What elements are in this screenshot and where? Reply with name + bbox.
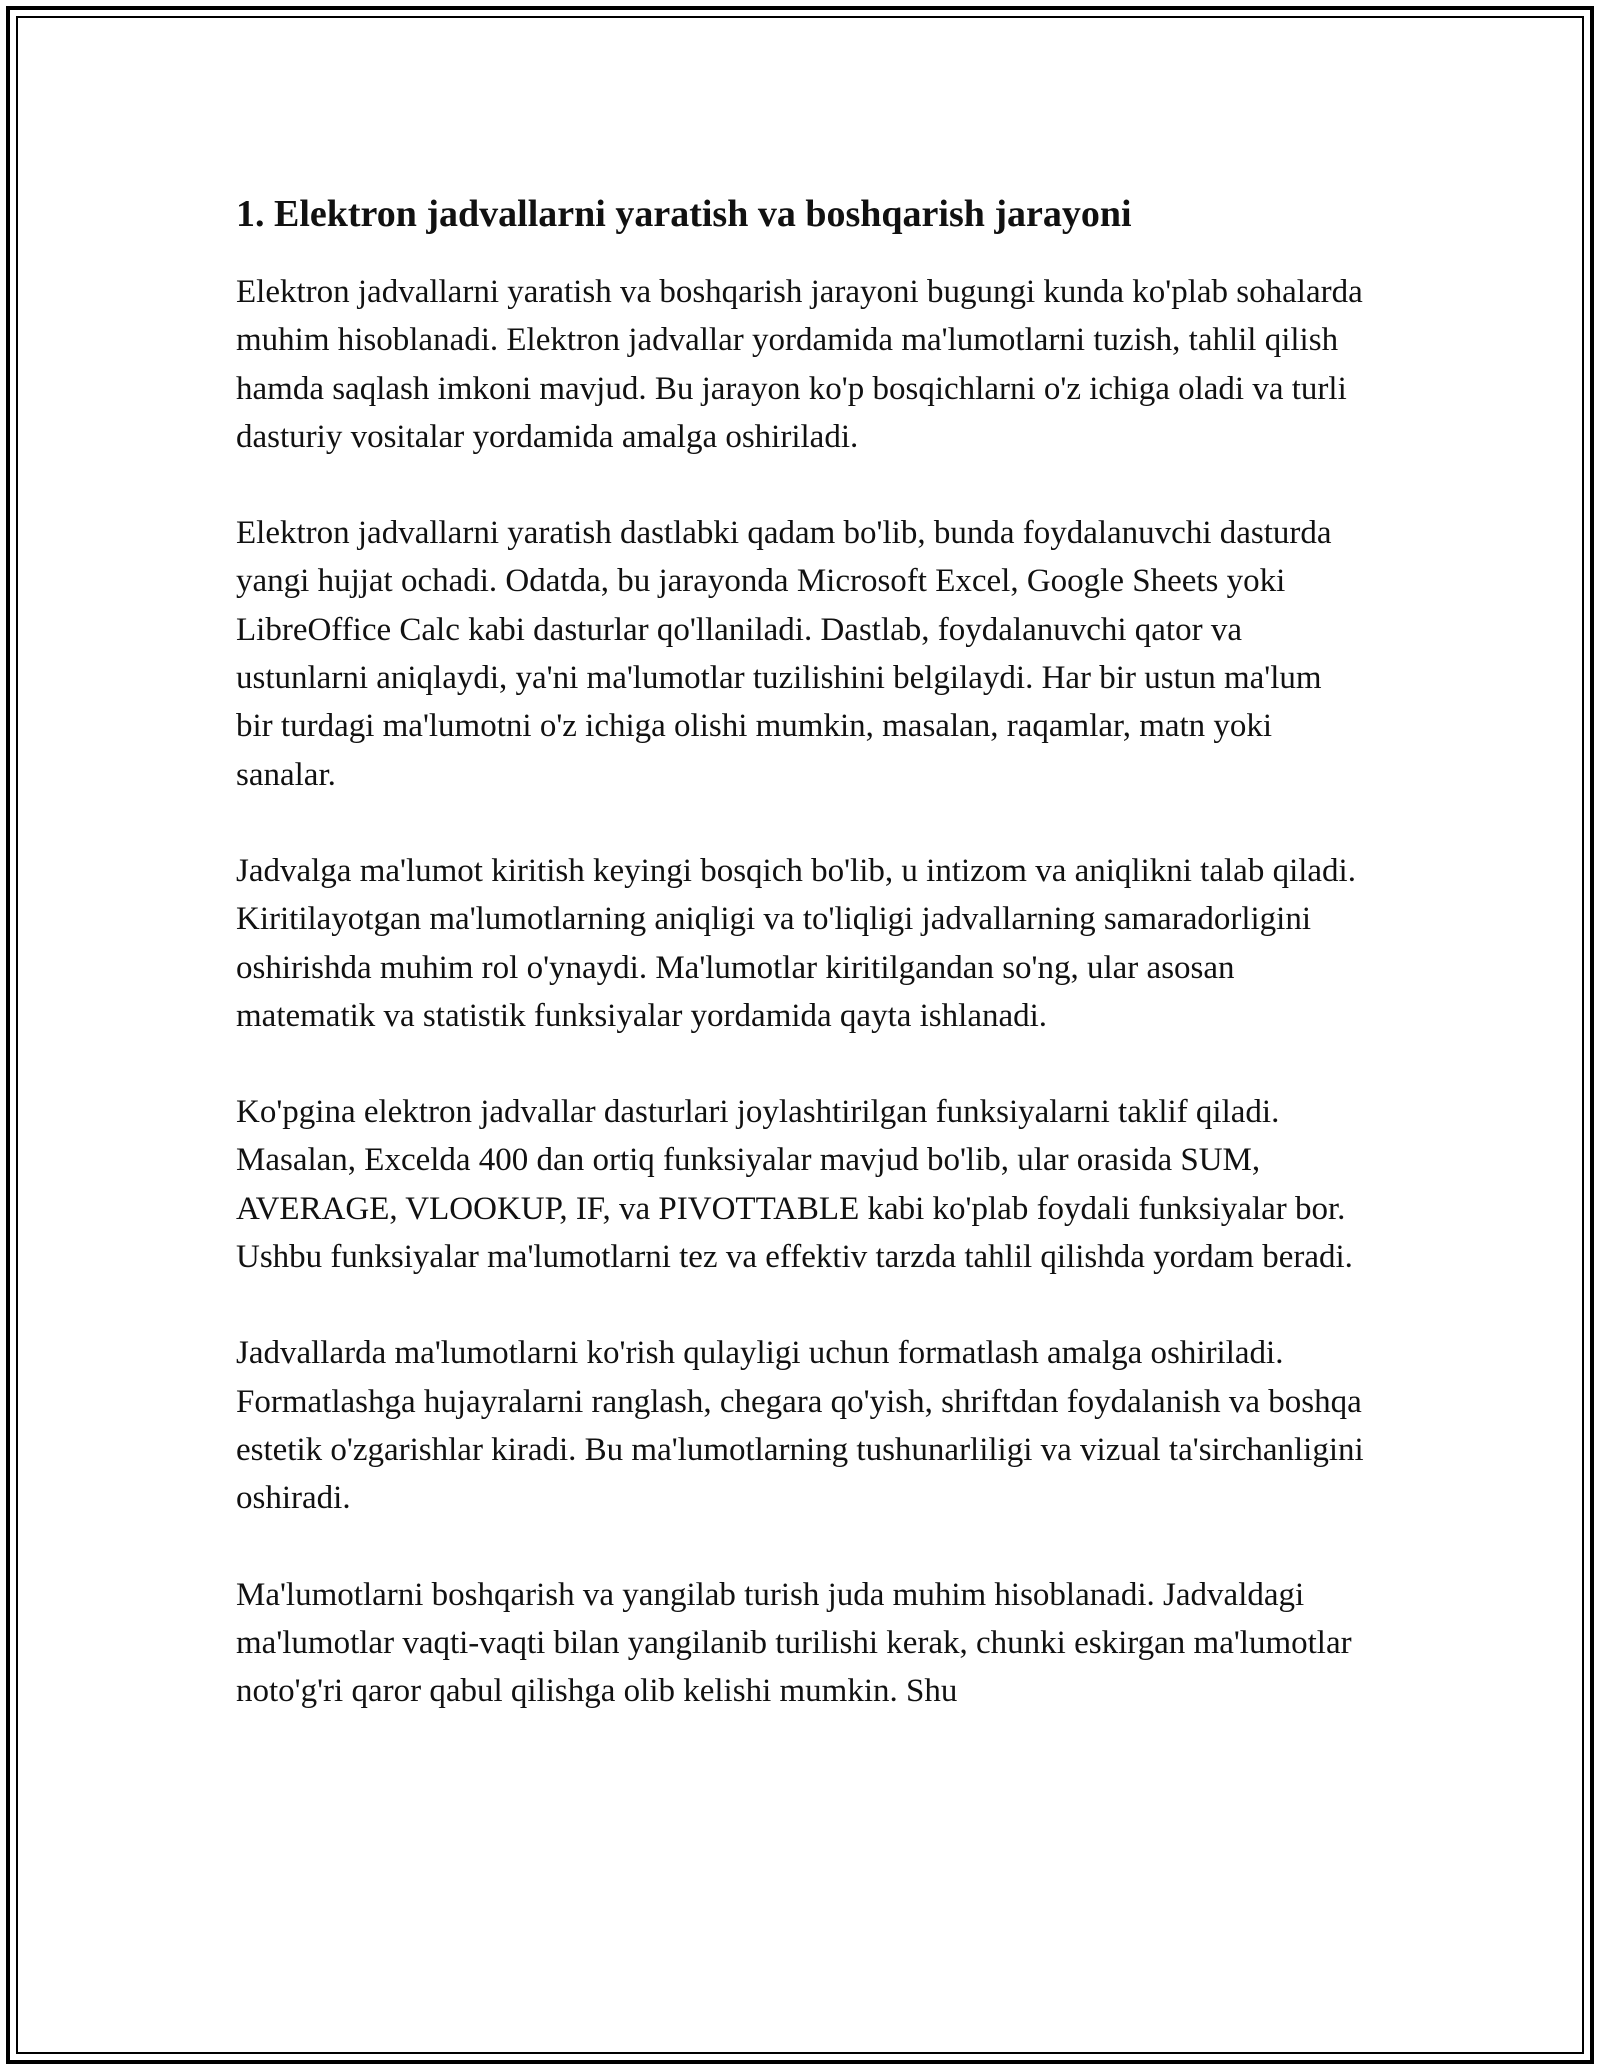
document-body bbox=[236, 186, 1366, 1763]
paragraph-management: Ma'lumotlarni boshqarish va yangilab turish juda muhim hisoblanadi. Jadvaldagi ma'lumotlar vaqti-vaqti bilan yangilanib turilishi kerak, chunki eskirgan ma'lumotlar noto'g'ri qaror qabul qilishga olib kelishi mumkin. Shu bbox=[236, 1576, 1352, 1710]
paragraph-data-entry: Jadvalga ma'lumot kiritish keyingi bosqich bo'lib, u intizom va aniqlikni talab qiladi. Kiritilayotgan ma'lumotlarning aniqligi va to'liqligi jadvallarning samaradorligini oshirishda muhim rol o'ynaydi. Ma'lumotlar kiritilgandan so'ng, ular asosan matematik va statistik funksiyalar yordamida qayta ishlanadi. bbox=[236, 852, 1356, 1034]
paragraph-functions: Ko'pgina elektron jadvallar dasturlari joylashtirilgan funksiyalarni taklif qiladi. Masalan, Excelda 400 dan ortiq funksiyalar mavjud bo'lib, ular orasida SUM, AVERAGE, VLOOKUP, IF, va PIVOTTABLE kabi ko'plab foydali funksiyalar bor. Ushbu funksiyalar ma'lumotlarni tez va effektiv tarzda tahlil qilishda yordam beradi. bbox=[236, 1094, 1353, 1276]
paragraph-creation: Elektron jadvallarni yaratish dastlabki qadam bo'lib, bunda foydalanuvchi dasturda yangi hujjat ochadi. Odatda, bu jarayonda Microsoft Excel, Google Sheets yoki LibreOffice Calc kabi dasturlar qo'llaniladi. Dastlab, foydalanuvchi qator va ustunlarni aniqlaydi, ya'ni ma'lumotlar tuzilishini belgilaydi. Har bir ustun ma'lum bir turdagi ma'lumotni o'z ichiga olishi mumkin, masalan, raqamlar, matn yoki sanalar. bbox=[236, 515, 1332, 793]
document-title: 1. Elektron jadvallarni yaratish va boshqarish jarayoni bbox=[236, 193, 1132, 235]
paragraph-intro: Elektron jadvallarni yaratish va boshqarish jarayoni bugungi kunda ko'plab sohalarda muhim hisoblanadi. Elektron jadvallar yordamida ma'lumotlarni tuzish, tahlil qilish hamda saqlash imkoni mavjud. Bu jarayon ko'p bosqichlarni o'z ichiga oladi va turli dasturiy vositalar yordamida amalga oshiriladi. bbox=[236, 274, 1363, 455]
paragraph-formatting: Jadvallarda ma'lumotlarni ko'rish qulayligi uchun formatlash amalga oshiriladi. Formatlashga hujayralarni ranglash, chegara qo'yish, shriftdan foydalanish va boshqa estetik o'zgarishlar kiradi. Bu ma'lumotlarning tushunarliligi va vizual ta'sirchanligini oshiradi. bbox=[236, 1335, 1364, 1517]
